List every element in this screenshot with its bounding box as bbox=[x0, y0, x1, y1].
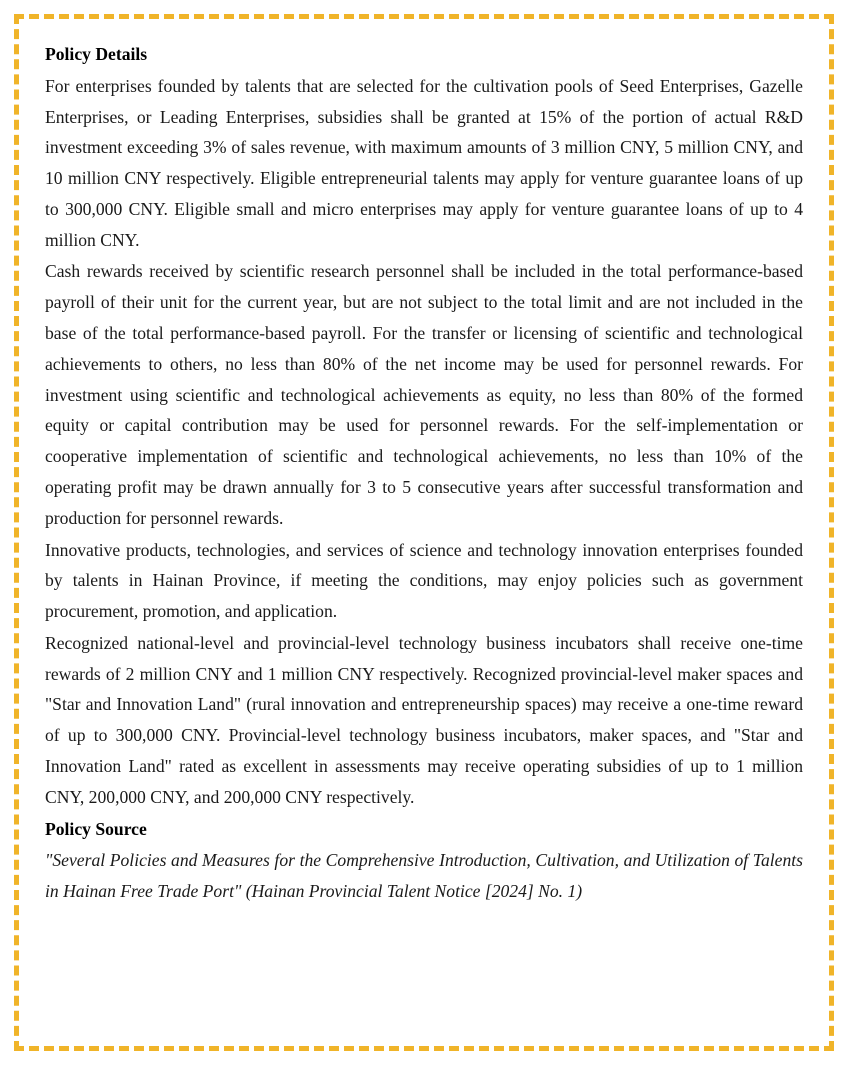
policy-source-heading: Policy Source bbox=[45, 818, 147, 839]
dashed-border-frame bbox=[14, 14, 834, 1051]
policy-source-text: "Several Policies and Measures for the Comprehensive Introduction, Cultivation, and Utilization of Talents in Hainan Free Trade Port" (Hainan Provincial Talent Notice [2024] No. 1) bbox=[45, 850, 803, 902]
policy-paragraph-1: For enterprises founded by talents that are selected for the cultivation pools of Seed Enterprises, Gazelle Enterprises, or Leading Enterprises, subsidies shall be granted at 15% of the portion of actual R&D investment exceeding 3% of sales revenue, with maximum amounts of 3 million CNY, 5 million CNY, and 10 million CNY respectively. Eligible entrepreneurial talents may apply for venture guarantee loans of up to 300,000 CNY. Eligible small and micro enterprises may apply for venture guarantee loans of up to 4 million CNY. bbox=[45, 75, 803, 250]
document-body bbox=[45, 39, 803, 907]
policy-details-heading: Policy Details bbox=[45, 44, 148, 64]
policy-paragraph-4: Recognized national-level and provincial-level technology business incubators shall receive one-time rewards of 2 million CNY and 1 million CNY respectively. Recognized provincial-level maker spaces and "Star and Innovation Land" (rural innovation and entrepreneurship spaces) may receive a one-time reward of up to 300,000 CNY. Provincial-level technology business incubators, maker spaces, and "Star and Innovation Land" rated as excellent in assessments may receive operating subsidies of up to 1 million CNY, 200,000 CNY, and 200,000 CNY respectively. bbox=[45, 632, 803, 807]
policy-paragraph-2: Cash rewards received by scientific research personnel shall be included in the total performance-based payroll of their unit for the current year, but are not subject to the total limit and are not included in the base of the total performance-based payroll. For the transfer or licensing of scientific and technological achievements to others, no less than 80% of the net income may be used for personnel rewards. For investment using scientific and technological achievements as equity, no less than 80% of the formed equity or capital contribution may be used for personnel rewards. For the self-implementation or cooperative implementation of scientific and technological achievements, no less than 10% of the operating profit may be drawn annually for 3 to 5 consecutive years after successful transformation and production for personnel rewards. bbox=[45, 261, 803, 528]
policy-paragraph-3: Innovative products, technologies, and services of science and technology innovation enterprises founded by talents in Hainan Province, if meeting the conditions, may enjoy policies such as government procurement, promotion, and application. bbox=[45, 539, 803, 622]
